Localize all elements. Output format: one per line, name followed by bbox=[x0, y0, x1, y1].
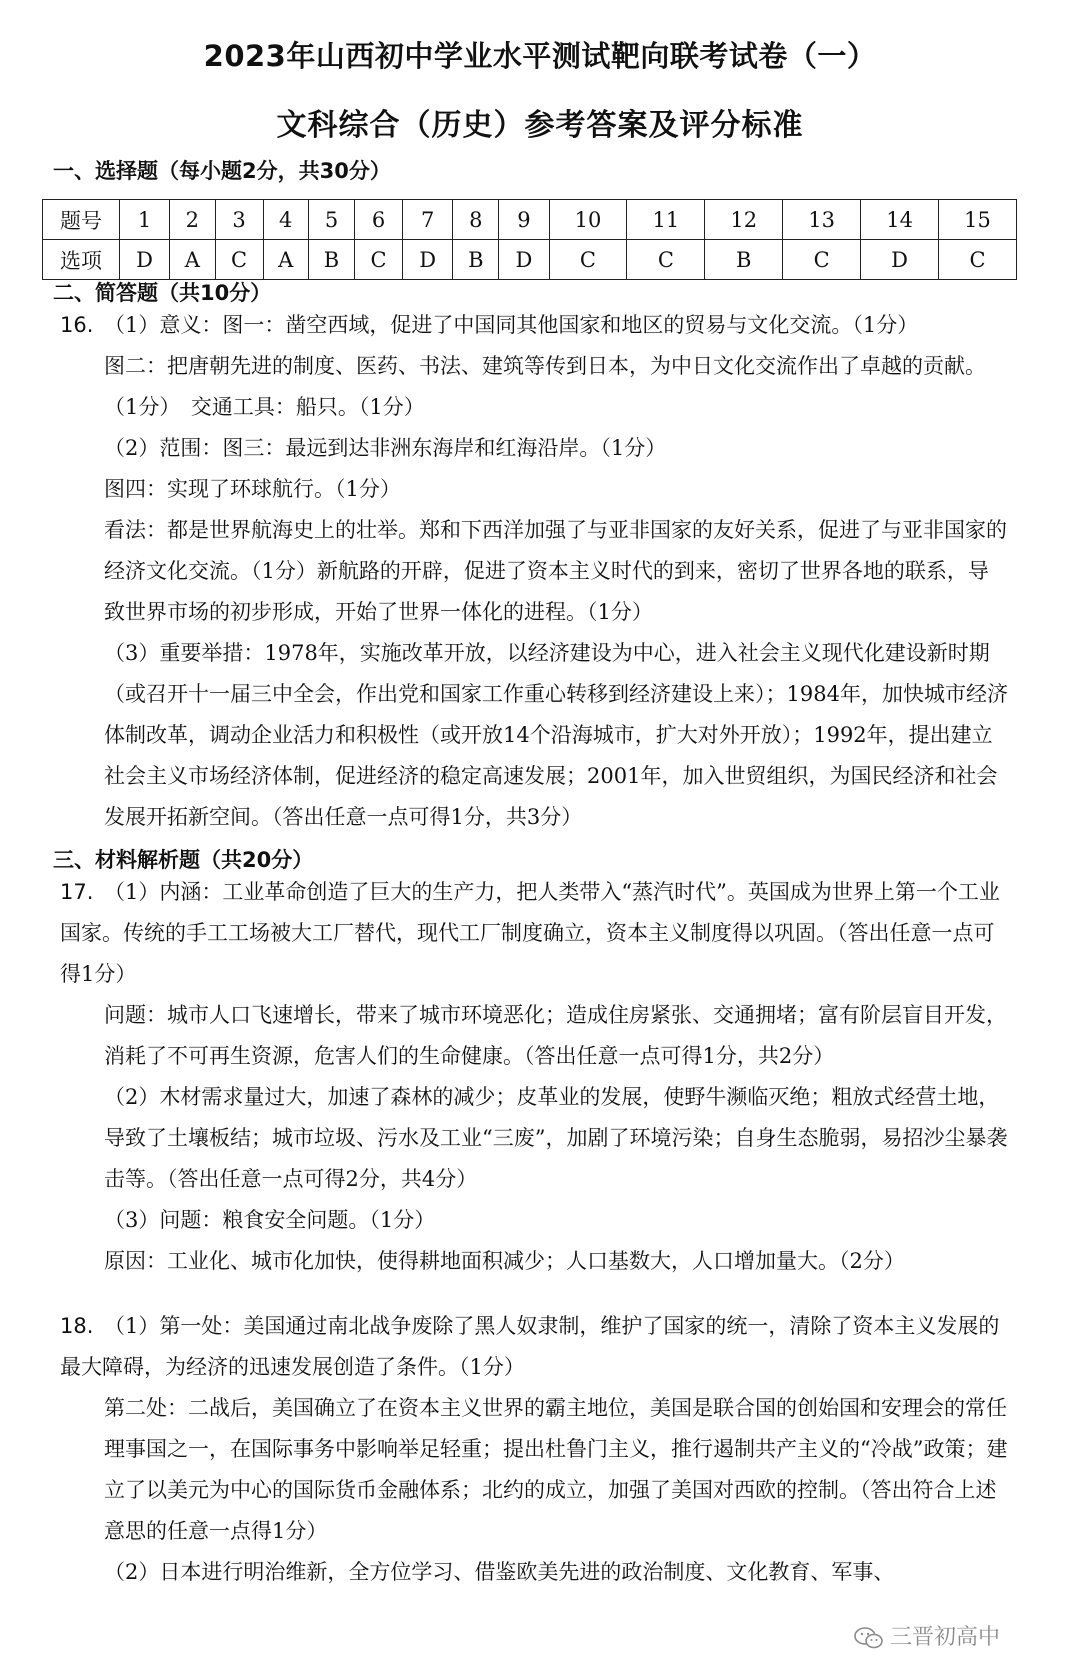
answer-line: （3）问题：粮食安全问题。（1分） bbox=[104, 1208, 436, 1232]
answer-cell: B bbox=[453, 240, 499, 280]
answer-line: （1）内涵：工业革命创造了巨大的生产力，把人类带入“蒸汽时代”。英国成为世界上第一个工业国家。传统的手工工场被大工厂替代，现代工厂制度确立，资本主义制度得以巩固。（答出任意一点可得1分） bbox=[60, 880, 1000, 986]
answer-line: 看法：都是世界航海史上的壮举。郑和下西洋加强了与亚非国家的友好关系，促进了与亚非国家的经济文化交流。（1分）新航路的开辟，促进了资本主义时代的到来，密切了世界各地的联系，导致世界市场的初步形成，开始了世界一体化的进程。（1分） bbox=[104, 518, 1007, 624]
question-number: 4 bbox=[263, 200, 308, 240]
answer-table-answer-row bbox=[43, 240, 1017, 280]
answer-line: 图二：把唐朝先进的制度、医药、书法、建筑等传到日本，为中日文化交流作出了卓越的贡献。（1分） 交通工具：船只。（1分） bbox=[104, 354, 986, 419]
answer-line: 原因：工业化、城市化加快，使得耕地面积减少；人口基数大，人口增加量大。（2分） bbox=[104, 1249, 905, 1273]
question-number: 6 bbox=[355, 200, 403, 240]
answer-cell: C bbox=[215, 240, 263, 280]
answer-cell: D bbox=[499, 240, 549, 280]
answer-cell: A bbox=[170, 240, 215, 280]
answer-cell: C bbox=[355, 240, 403, 280]
question-number-label: 17. bbox=[60, 880, 94, 904]
question-number-label: 18. bbox=[60, 1314, 94, 1338]
answer-cell: C bbox=[783, 240, 861, 280]
answer-cell: D bbox=[120, 240, 170, 280]
section-2-heading: 二、简答题（共10分） bbox=[53, 281, 272, 305]
answer-line: （2）木材需求量过大，加速了森林的减少；皮革业的发展，使野牛濒临灭绝；粗放式经营土地，导致了土壤板结；城市垃圾、污水及工业“三废”，加剧了环境污染；自身生态脆弱，易招沙尘暴袭击等。（答出任意一点可得2分，共4分） bbox=[104, 1085, 1008, 1191]
answer-line: （3）重要举措：1978年，实施改革开放，以经济建设为中心，进入社会主义现代化建设新时期（或召开十一届三中全会，作出党和国家工作重心转移到经济建设上来）；1984年，加快城市经济体制改革，调动企业活力和积极性（或开放14个沿海城市，扩大对外开放）；1992年，提出建立社会主义市场经济体制，促进经济的稳定高速发展；2001年，加入世贸组织，为国民经济和社会发展开拓新空间。（答出任意一点可得1分，共3分） bbox=[104, 641, 1008, 829]
section-3-heading: 三、材料解析题（共20分） bbox=[53, 848, 314, 872]
answer-cell: A bbox=[263, 240, 308, 280]
answer-cell: C bbox=[939, 240, 1017, 280]
section-1-heading: 一、选择题（每小题2分，共30分） bbox=[53, 159, 391, 183]
answer-line: 图四：实现了环球航行。（1分） bbox=[104, 477, 401, 501]
question-number: 2 bbox=[170, 200, 215, 240]
answer-line: 第二处：二战后，美国确立了在资本主义世界的霸主地位，美国是联合国的创始国和安理会的常任理事国之一，在国际事务中影响举足轻重；提出杜鲁门主义，推行遏制共产主义的“冷战”政策；建立了以美元为中心的国际货币金融体系；北约的成立，加强了美国对西欧的控制。（答出符合上述意思的任意一点得1分） bbox=[104, 1396, 1008, 1543]
answer-line: 问题：城市人口飞速增长，带来了城市环境恶化；造成住房紧张、交通拥堵；富有阶层盲目开发，消耗了不可再生资源，危害人们的生命健康。（答出任意一点可得1分，共2分） bbox=[104, 1003, 1007, 1068]
row-label-number: 题号 bbox=[43, 200, 120, 240]
answer-cell: B bbox=[705, 240, 783, 280]
answer-cell: D bbox=[403, 240, 453, 280]
wechat-icon bbox=[854, 1626, 884, 1650]
answer-cell: D bbox=[861, 240, 939, 280]
answer-table bbox=[42, 199, 1017, 280]
answer-cell: C bbox=[627, 240, 705, 280]
question-16 bbox=[60, 305, 1008, 838]
page-subtitle: 文科综合（历史）参考答案及评分标准 bbox=[276, 108, 804, 143]
question-number: 1 bbox=[120, 200, 170, 240]
question-number: 5 bbox=[308, 200, 354, 240]
question-number: 10 bbox=[549, 200, 627, 240]
question-number: 12 bbox=[705, 200, 783, 240]
row-label-answer: 选项 bbox=[43, 240, 120, 280]
question-18 bbox=[60, 1306, 1008, 1593]
answer-cell: B bbox=[308, 240, 354, 280]
question-number: 3 bbox=[215, 200, 263, 240]
question-number: 13 bbox=[783, 200, 861, 240]
watermark bbox=[854, 1620, 1000, 1651]
question-number: 7 bbox=[403, 200, 453, 240]
question-number: 8 bbox=[453, 200, 499, 240]
question-number-label: 16. bbox=[60, 313, 94, 337]
answer-line: （2）范围：图三：最远到达非洲东海岸和红海沿岸。（1分） bbox=[104, 436, 667, 460]
page-title: 2023年山西初中学业水平测试靶向联考试卷（一） bbox=[203, 39, 877, 73]
question-number: 11 bbox=[627, 200, 705, 240]
question-number: 9 bbox=[499, 200, 549, 240]
answer-line: （2）日本进行明治维新，全方位学习、借鉴欧美先进的政治制度、文化教育、军事、 bbox=[104, 1560, 895, 1584]
answer-cell: C bbox=[549, 240, 627, 280]
answer-line: （1）第一处：美国通过南北战争废除了黑人奴隶制，维护了国家的统一，清除了资本主义发展的最大障碍，为经济的迅速发展创造了条件。（1分） bbox=[60, 1314, 1000, 1379]
answer-line: （1）意义：图一：凿空西域，促进了中国同其他国家和地区的贸易与文化交流。（1分） bbox=[104, 313, 919, 337]
answer-table-number-row bbox=[43, 200, 1017, 240]
watermark-text: 三晋初高中 bbox=[889, 1625, 1000, 1650]
question-17 bbox=[60, 872, 1008, 1282]
question-number: 14 bbox=[861, 200, 939, 240]
question-number: 15 bbox=[939, 200, 1017, 240]
